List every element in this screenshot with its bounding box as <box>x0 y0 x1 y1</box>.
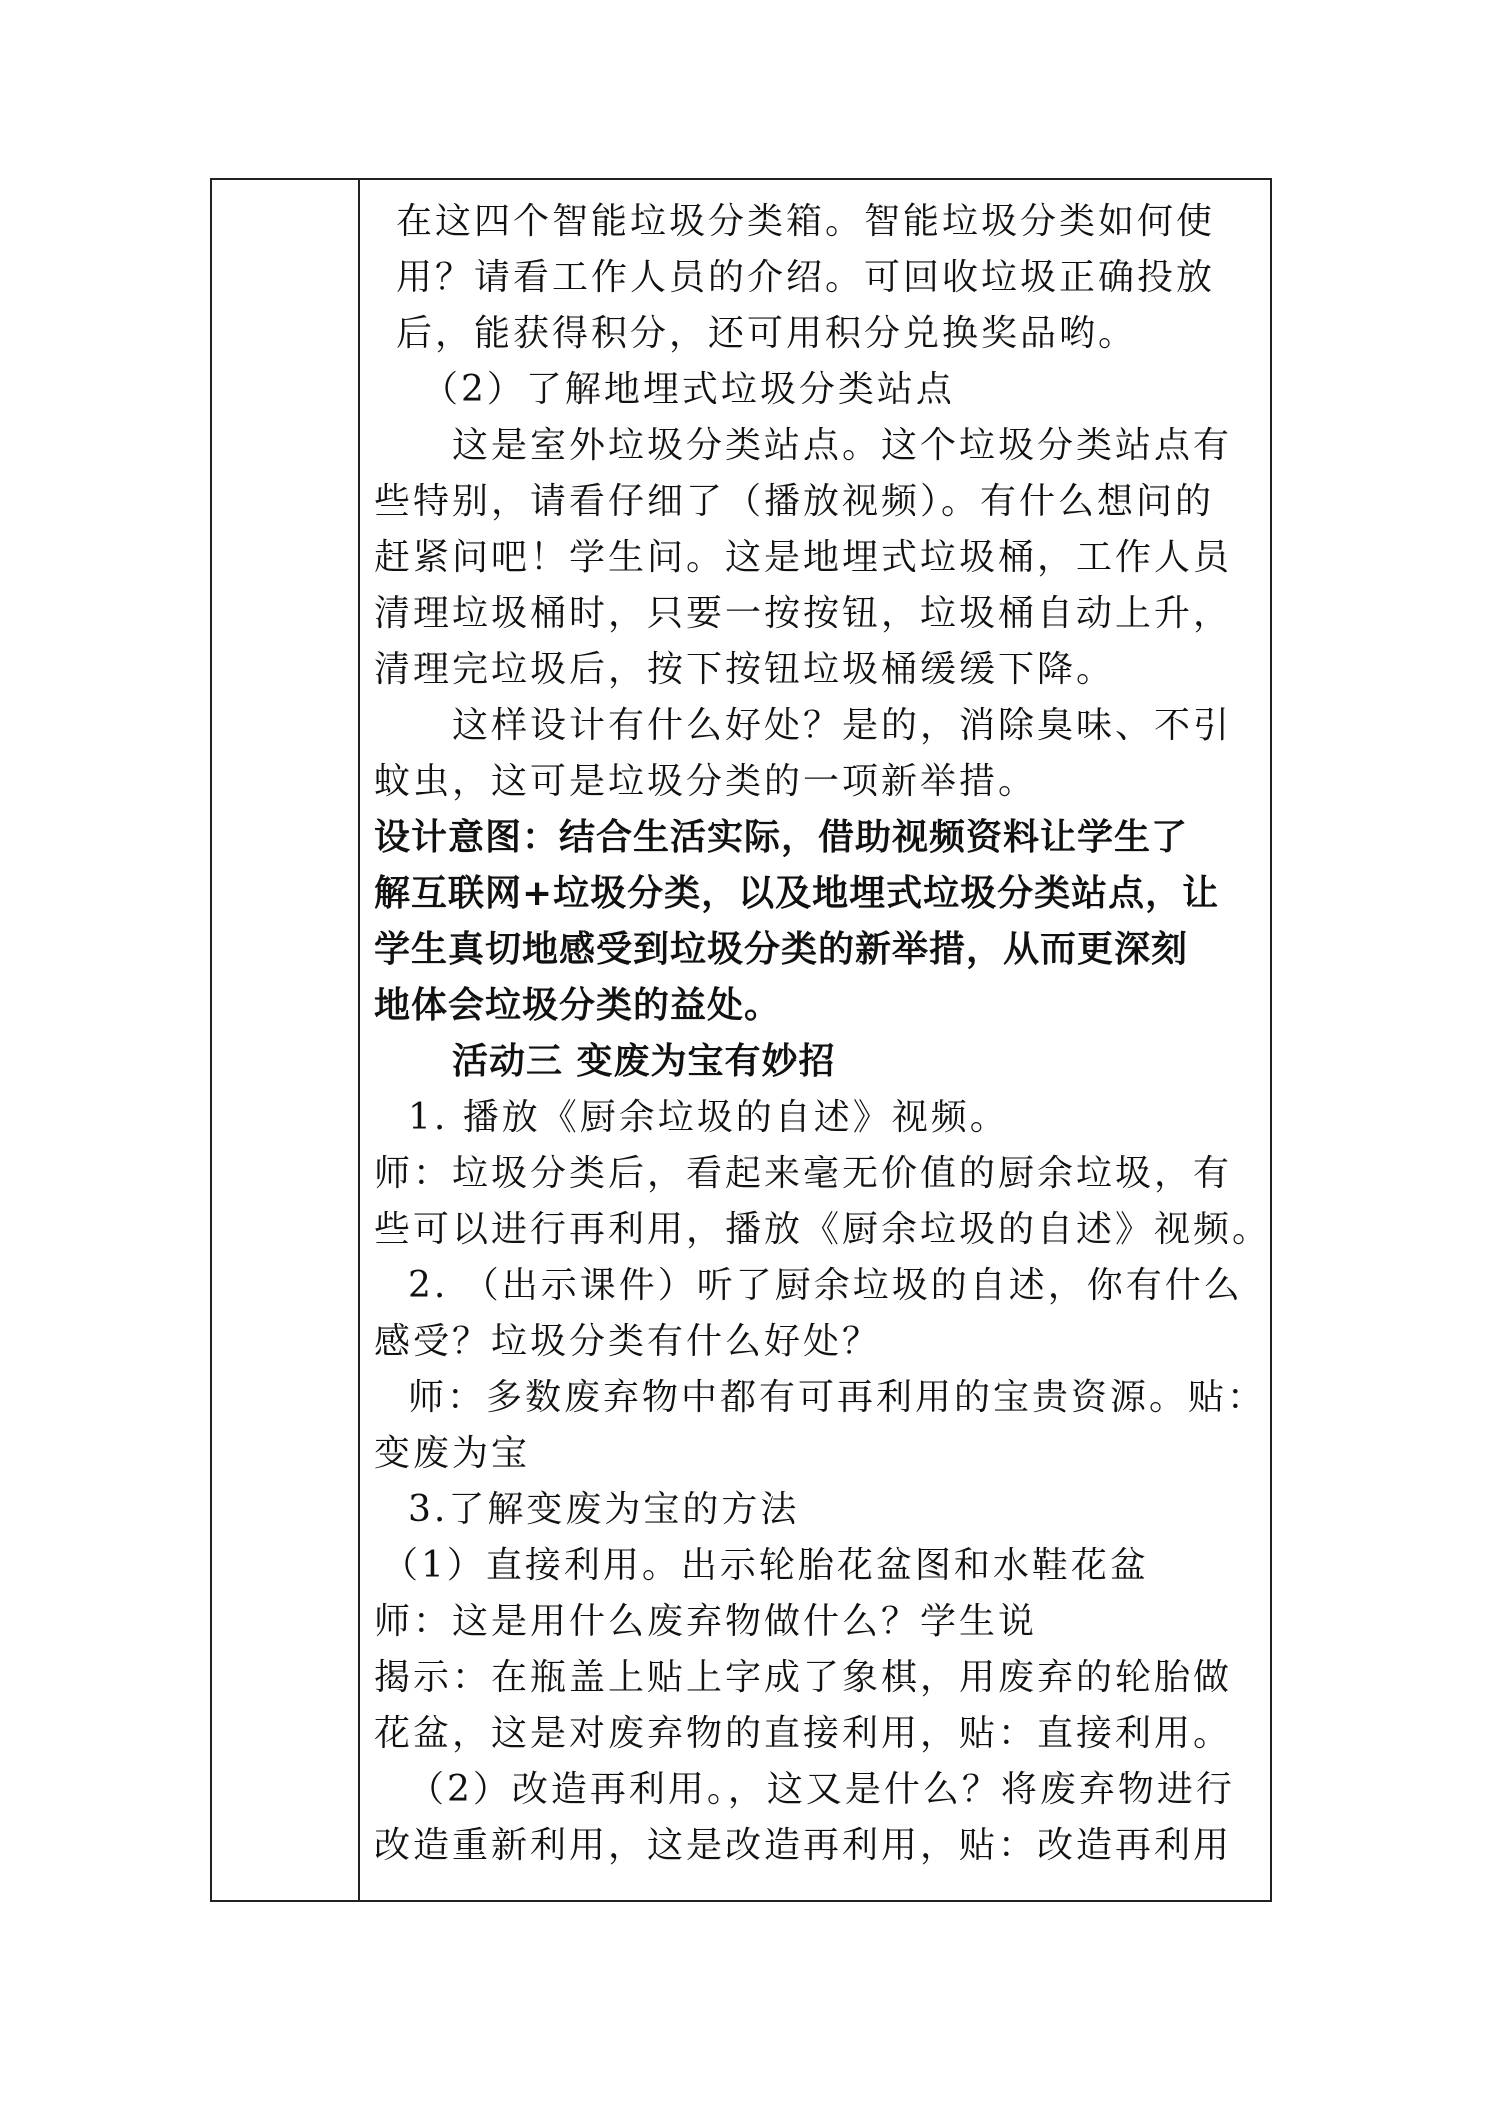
text-line: （2）改造再利用。，这又是什么？将废弃物进行 <box>408 1769 1235 1810</box>
text-line: 在这四个智能垃圾分类箱。智能垃圾分类如何使 <box>396 201 1216 242</box>
text-line: 师：多数废弃物中都有可再利用的宝贵资源。贴： <box>408 1377 1267 1418</box>
text-line: 蚊虫，这可是垃圾分类的一项新举措。 <box>374 761 1038 802</box>
text-line: 揭示：在瓶盖上贴上字成了象棋，用废弃的轮胎做 <box>374 1657 1233 1698</box>
text-line: 变废为宝 <box>374 1433 531 1474</box>
left-column-cell <box>212 180 360 1900</box>
text-line: 花盆，这是对废弃物的直接利用，贴：直接利用。 <box>374 1713 1233 1754</box>
text-line: 1. 播放《厨余垃圾的自述》视频。 <box>408 1097 1009 1138</box>
text-line: 师：垃圾分类后，看起来毫无价值的厨余垃圾，有 <box>374 1153 1233 1194</box>
subsection-heading: （2）了解地埋式垃圾分类站点 <box>422 369 955 410</box>
design-intent-line: 设计意图：结合生活实际，借助视频资料让学生了 <box>374 817 1189 858</box>
text-line: 用？请看工作人员的介绍。可回收垃圾正确投放 <box>396 257 1216 298</box>
design-intent-line: 学生真切地感受到垃圾分类的新举措，从而更深刻 <box>374 929 1189 970</box>
lesson-plan-table <box>210 178 1272 1902</box>
text-line: 2. （出示课件）听了厨余垃圾的自述，你有什么 <box>408 1265 1243 1306</box>
text-line: 清理完垃圾后，按下按钮垃圾桶缓缓下降。 <box>374 649 1116 690</box>
text-line: 师：这是用什么废弃物做什么？学生说 <box>374 1601 1038 1642</box>
design-intent-line: 解互联网+垃圾分类，以及地埋式垃圾分类站点，让 <box>374 873 1220 914</box>
text-line: 这是室外垃圾分类站点。这个垃圾分类站点有 <box>452 425 1233 466</box>
text-line: 感受？垃圾分类有什么好处？ <box>374 1321 882 1362</box>
text-line: 些特别，请看仔细了（播放视频）。有什么想问的 <box>374 481 1215 522</box>
text-line: 改造重新利用，这是改造再利用，贴：改造再利用 <box>374 1825 1233 1866</box>
text-line: （1）直接利用。出示轮胎花盆图和水鞋花盆 <box>382 1545 1149 1586</box>
activity-heading: 活动三 变废为宝有妙招 <box>452 1041 836 1082</box>
text-line: 3.了解变废为宝的方法 <box>408 1489 800 1530</box>
design-intent-line: 地体会垃圾分类的益处。 <box>374 985 782 1026</box>
text-line: 这样设计有什么好处？是的，消除臭味、不引 <box>452 705 1233 746</box>
text-line: 后，能获得积分，还可用积分兑换奖品哟。 <box>396 313 1138 354</box>
text-line: 清理垃圾桶时，只要一按按钮，垃圾桶自动上升， <box>374 593 1233 634</box>
text-line: 赶紧问吧！学生问。这是地埋式垃圾桶，工作人员 <box>374 537 1233 578</box>
text-line: 些可以进行再利用，播放《厨余垃圾的自述》视频。 <box>374 1209 1272 1250</box>
